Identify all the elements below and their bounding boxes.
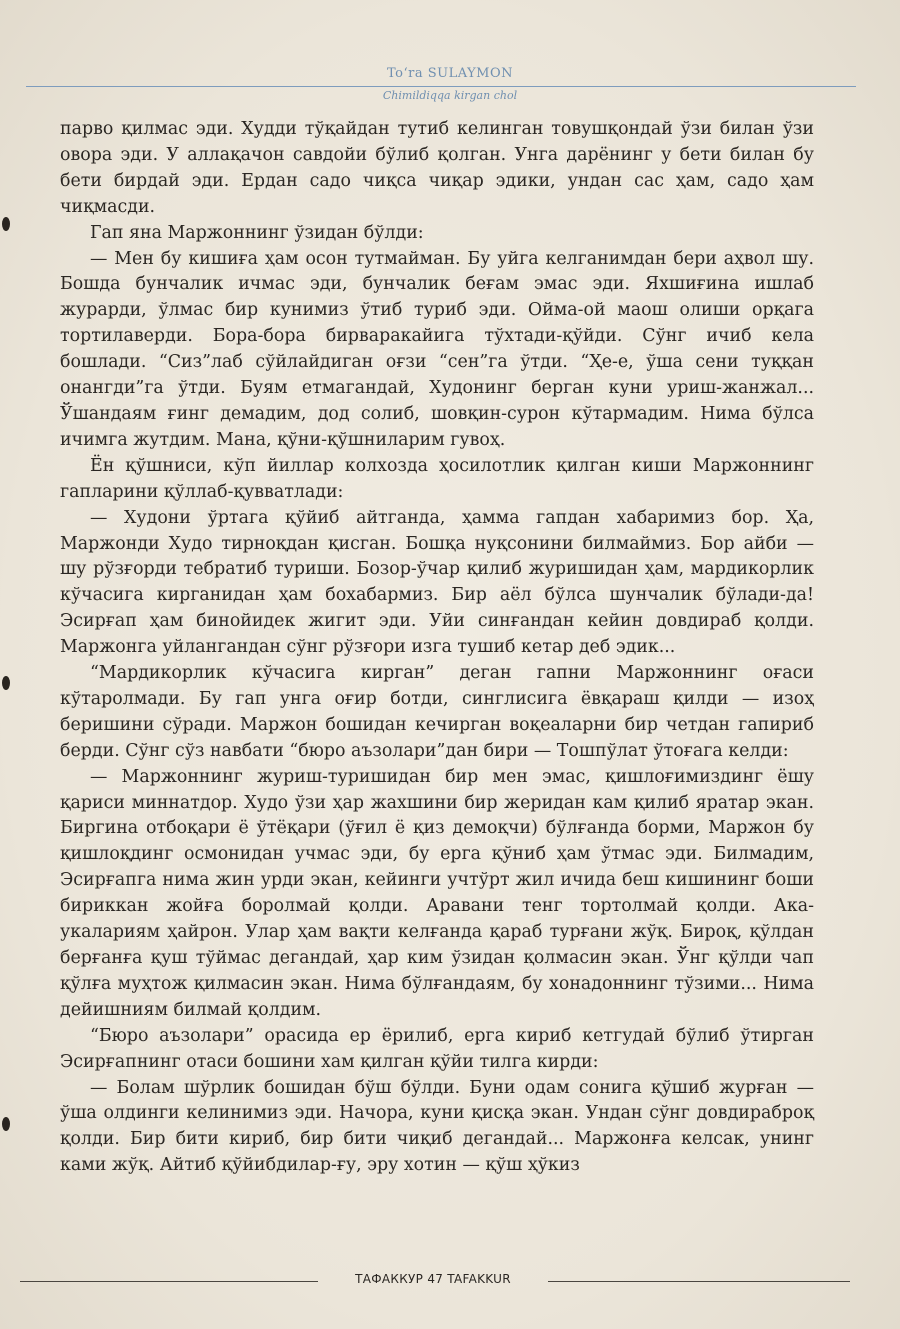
page-footer [20, 1268, 850, 1294]
paragraph: — Мен бу кишиға ҳам осон тутмайман. Бу уйга келганимдан бери аҳвол шу. Бошда бунчалик ичмас эди, бунчалик беғам эмас эди. Яхшиғина ишлаб журарди, ўлмас бир кунимиз ўтиб туриб эди. Ойма-ой маош олиши орқага тортилаверди. Бора-бора бирваракайига тўхтади-қўйди. Сўнг ичиб кела бошлади. “Сиз”лаб сўйлайдиган оғзи “сен”га ўтди. “Ҳе-е, ўша сени туққан онангди”га ўтди. Буям етмагандай, Худонинг берган куни уриш-жанжал... Ўшандаям ғинг демадим, дод солиб, шовқин-сурон кўтармадим. Нима бўлса ичимга жутдим. Мана, қўни-қўшниларим гувоҳ. [60, 248, 814, 450]
footer-rule-left [20, 1281, 318, 1282]
paragraph: — Болам шўрлик бошидан бўш бўлди. Буни одам сонига қўшиб журған — ўша олдинги келинимиз эди. Начора, куни қисқа экан. Ундан сўнг довдираброқ қолди. Бир бити кириб, бир бити чиқиб дегандай... Маржонға келсак, унинг ками жўқ. Айтиб қўйибдилар-ғу, эру хотин — қўш ҳўкиз [60, 1077, 814, 1176]
paragraph: Ён қўшниси, кўп йиллар колхозда ҳосилотлик қилган киши Маржоннинг гапларини қўллаб-қувватлади: [60, 455, 814, 502]
running-header-author: To‘ra SULAYMON [387, 66, 513, 81]
paragraph: — Худони ўртага қўйиб айтганда, ҳамма гапдан хабаримиз бор. Ҳа, Маржонди Худо тирноқдан қисган. Бошқа нуқсонини билмаймиз. Бор айби — шу рўзғорди тебратиб туриши. Бозор-ўчар қилиб журишидан ҳам, мардикорлик кўчасига кирганидан ҳам бохабармиз. Бир аёл бўлса шунчалик бўлади-да! Эсирғап ҳам бинойидек жигит эди. Уйи синғандан кейин довдираб қолди. Маржонга уйлангандан сўнг рўзғори изга тушиб кетар деб эдик... [60, 507, 814, 658]
paragraph: “Мардикорлик кўчасига кирган” деган гапни Маржоннинг оғаси кўтаролмади. Бу гап унга оғир ботди, синглисига ёвқараш қилди — изоҳ беришини сўради. Маржон бошидан кечирган воқеаларни бир четдан гапириб берди. Сўнг сўз навбати “бюро аъзолари”дан бири — Тошпўлат ўтоғага келди: [60, 663, 814, 761]
page-body-text [60, 117, 814, 1179]
footer-page-label: ТАФАККУР 47 TAFAKKUR [355, 1272, 511, 1286]
footer-rule-right [548, 1281, 850, 1282]
binder-hole [2, 1117, 10, 1131]
binder-hole [2, 217, 10, 231]
paragraph: — Маржоннинг журиш-туришидан бир мен эмас, қишлоғимиздинг ёшу қариси миннатдор. Худо ўзи ҳар жахшини бир жеридан кам қилиб яратар экан. Биргина отбоқари ё ўтёқари (ўғил ё қиз демоқчи) бўлғанда борми, Маржон бу қишлоқдинг осмонидан учмас эди, бу ерга қўниб ҳам ўтмас эди. Билмадим, Эсирғапга нима жин урди экан, кейинги учтўрт жил ичида беш кишининг боши бириккан жойға боролмай қолди. Аравани тенг тортолмай қолди. Ака-укалариям ҳайрон. Улар ҳам вақти келғанда қараб турғани жўқ. Бироқ, қўлдан берғанға қуш тўймас дегандай, ҳар ким ўзидан қолмасин экан. Ўнг қўлди чап қўлға муҳтож қилмасин экан. Нима бўлғандаям, бу хонадоннинг тўзими... Нима дейишниям билмай қолдим. [60, 766, 814, 1020]
header-rule [26, 86, 856, 87]
paragraph: парво қилмас эди. Худди тўқайдан тутиб келинган товушқондай ўзи билан ўзи овора эди. У аллақачон савдойи бўлиб қолган. Унга дарёнинг у бети билан бу бети бирдай эди. Ердан садо чиқса чиқар эдики, ундан сас ҳам, садо ҳам чиқмасди. [60, 119, 814, 217]
paragraph: “Бюро аъзолари” орасида ер ёрилиб, ерга кириб кетгудай бўлиб ўтирган Эсирғапнинг отаси бошини хам қилган қўйи тилга кирди: [60, 1025, 814, 1072]
binder-hole [2, 676, 10, 690]
paragraph: Гап яна Маржоннинг ўзидан бўлди: [90, 222, 424, 243]
running-header-title: Chimildiqqa kirgan chol [382, 89, 518, 102]
